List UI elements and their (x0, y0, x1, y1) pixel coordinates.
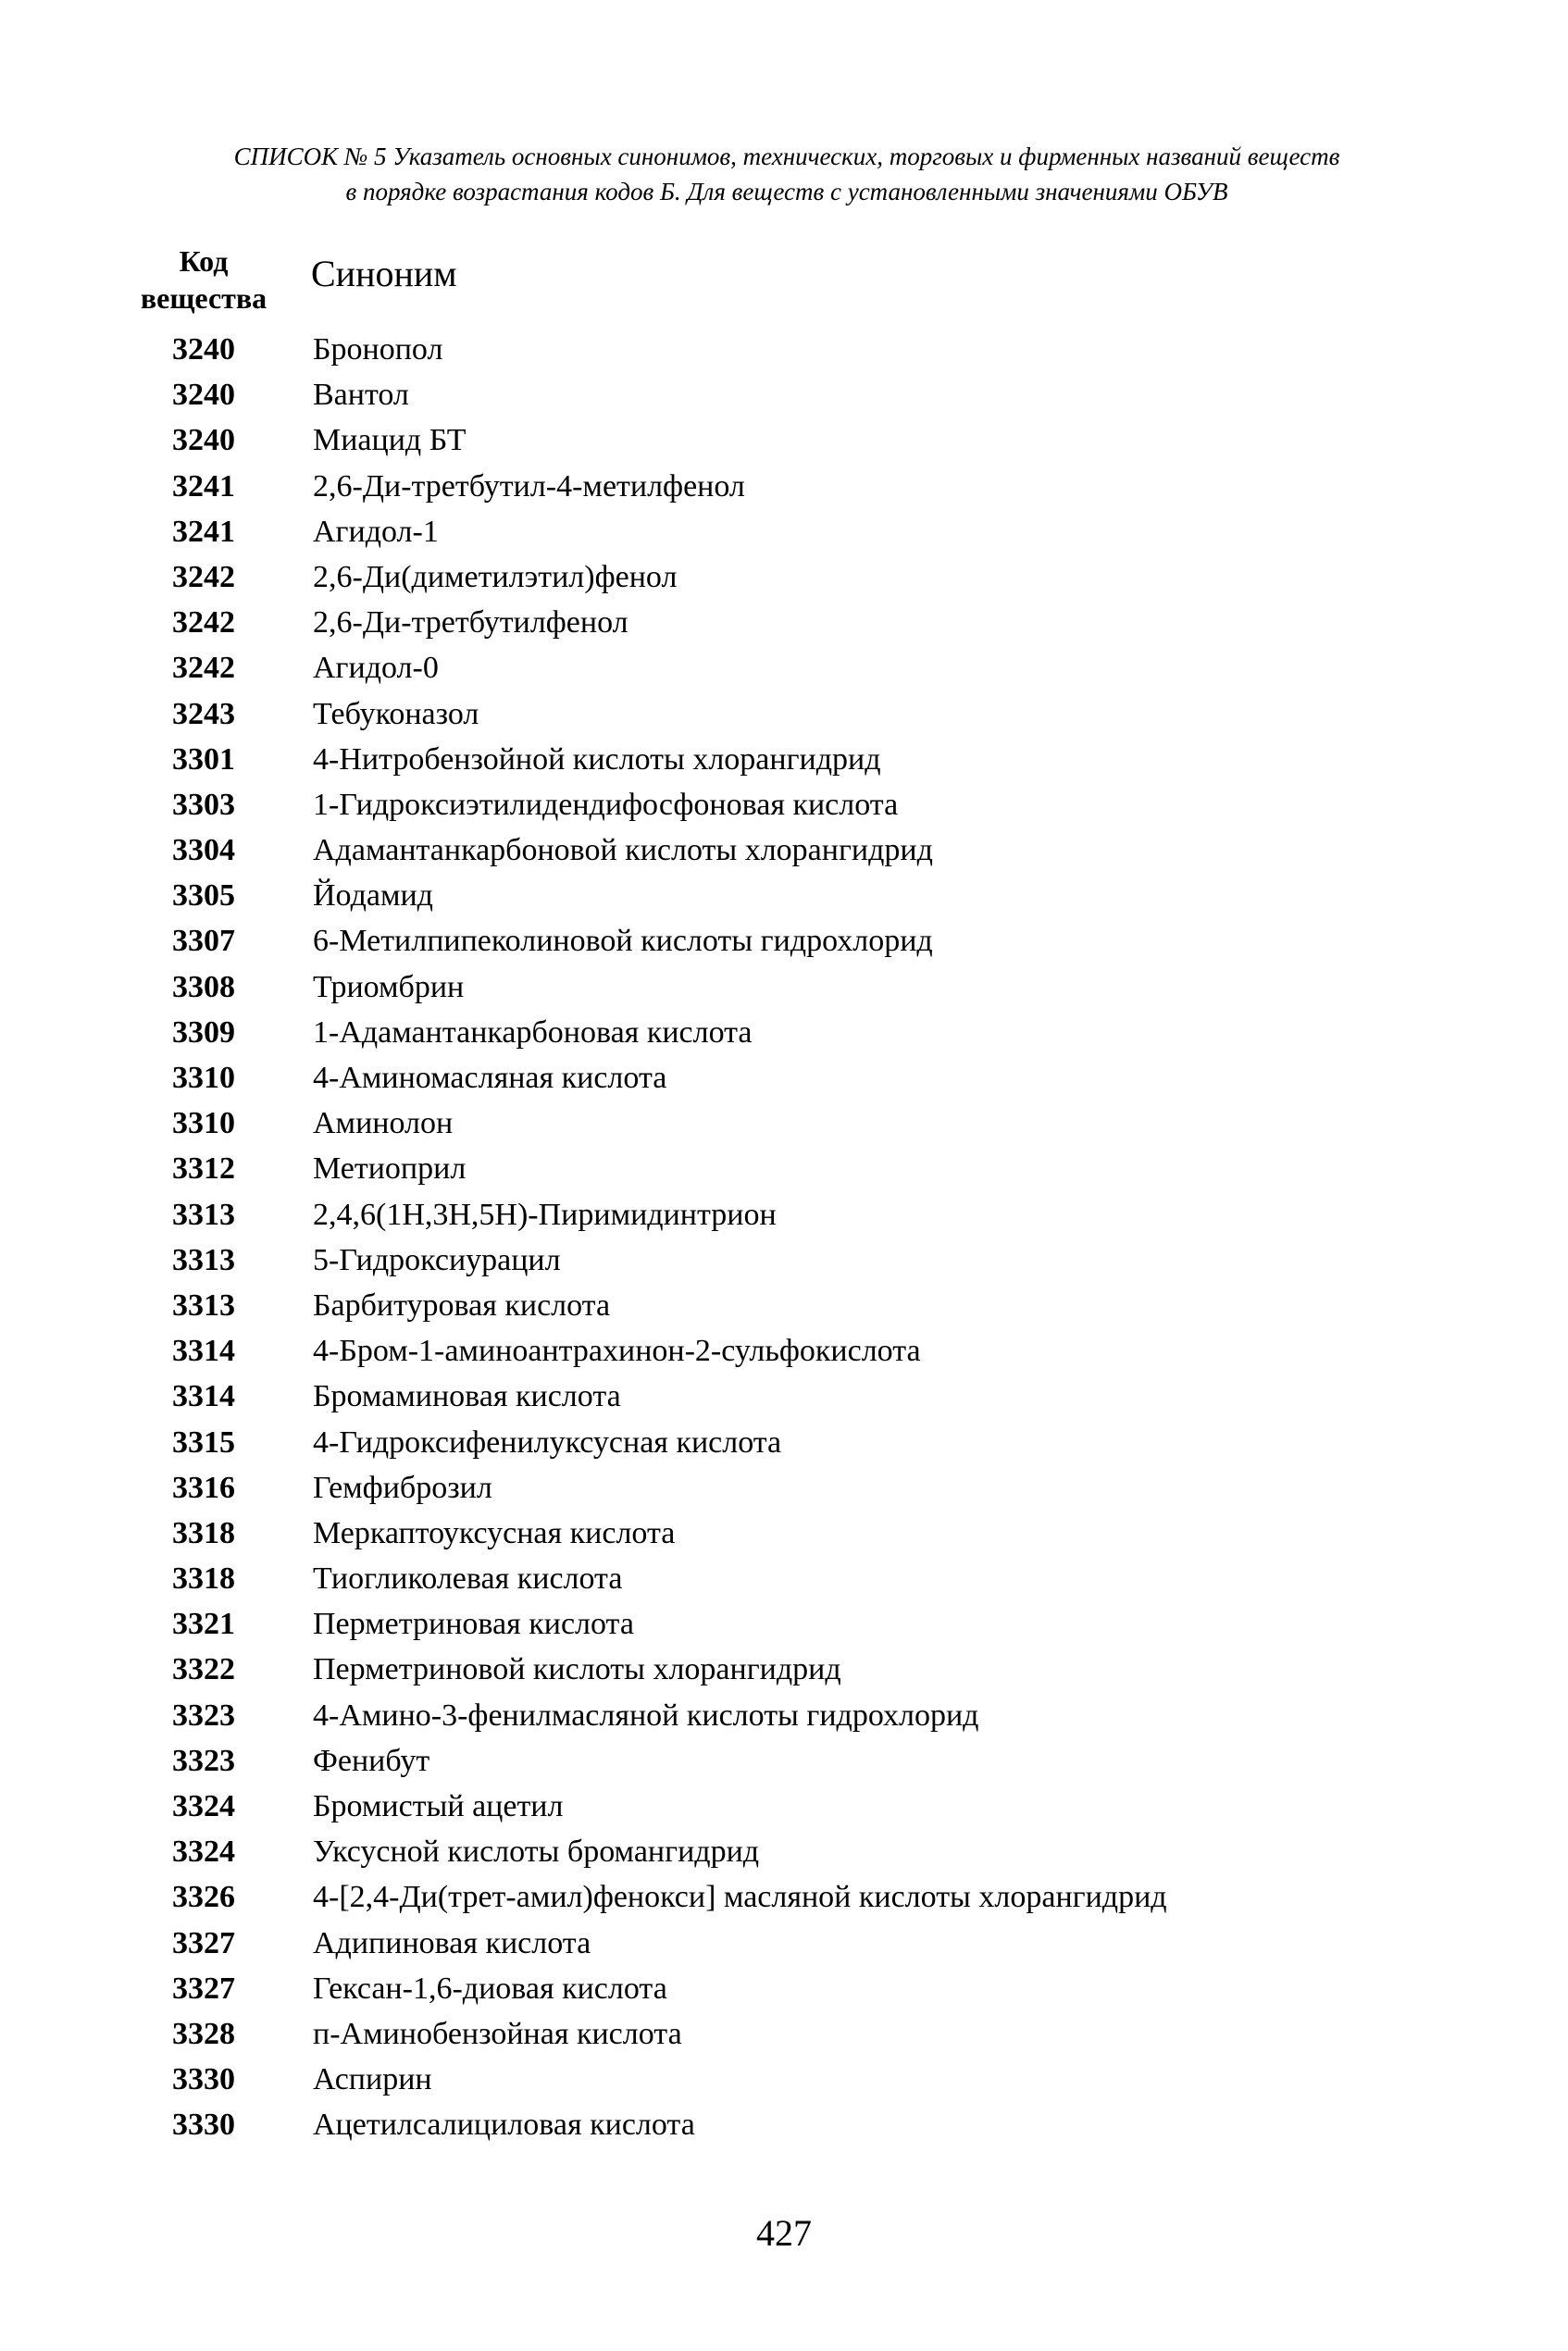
synonym-name: Агидол-0 (313, 651, 439, 686)
table-row (120, 2016, 1416, 2061)
table-row (120, 2061, 1416, 2107)
table-row (120, 1197, 1416, 1242)
synonym-name: Агидол-1 (313, 514, 439, 549)
code-header-line-2: вещества (140, 281, 268, 315)
synonym-name: Йодамид (313, 878, 433, 914)
synonym-name: Метиоприл (313, 1151, 467, 1187)
table-row (120, 650, 1416, 695)
synonym-name: 2,6-Ди(диметилэтил)фенол (313, 559, 678, 594)
synonym-name: Гемфиброзил (313, 1470, 492, 1505)
table-row (120, 1378, 1416, 1424)
table-row (120, 741, 1416, 787)
substance-code: 3240 (172, 378, 235, 413)
table-row (120, 1743, 1416, 1788)
substance-code: 3242 (172, 651, 235, 686)
synonym-name: 5-Гидроксиурацил (313, 1242, 561, 1277)
substance-code: 3303 (172, 787, 235, 822)
table-row (120, 877, 1416, 923)
substance-code: 3318 (172, 1515, 235, 1550)
substance-code: 3242 (172, 605, 235, 641)
substance-code: 3324 (172, 1835, 235, 1870)
table-row (120, 1333, 1416, 1378)
table-row (120, 1060, 1416, 1105)
table-row (120, 1834, 1416, 1879)
synonym-name: Аминолон (313, 1106, 454, 1141)
table-row (120, 1698, 1416, 1743)
substance-code: 3324 (172, 1789, 235, 1823)
synonym-name: Миацид БТ (313, 423, 467, 458)
table-row (120, 1470, 1416, 1515)
table-row (120, 604, 1416, 650)
substance-code: 3312 (172, 1151, 235, 1187)
table-row (120, 923, 1416, 968)
table-row (120, 696, 1416, 741)
substance-code: 3326 (172, 1880, 235, 1915)
synonym-name: Бромистый ацетил (313, 1789, 564, 1823)
table-row (120, 2107, 1416, 2152)
table-row (120, 1105, 1416, 1151)
table-row (120, 331, 1416, 377)
synonym-name: 2,6-Ди-третбутил-4-метилфенол (313, 468, 745, 504)
substance-code: 3301 (172, 741, 235, 777)
substance-code: 3313 (172, 1287, 235, 1323)
substance-code: 3316 (172, 1470, 235, 1505)
substance-code: 3240 (172, 332, 235, 367)
table-row (120, 1971, 1416, 2016)
substance-code: 3330 (172, 2062, 235, 2097)
table-row (120, 377, 1416, 422)
substance-code: 3242 (172, 559, 235, 594)
table-row (120, 1561, 1416, 1606)
substance-code: 3330 (172, 2108, 235, 2143)
synonym-name: Тиогликолевая кислота (313, 1561, 623, 1597)
table-row (120, 468, 1416, 514)
substance-code: 3309 (172, 1014, 235, 1050)
synonym-name: Адамантанкарбоновой кислоты хлорангидрид (313, 833, 933, 868)
synonym-name: 6-Метилпипеколиновой кислоты гидрохлорид (313, 924, 933, 959)
table-row (120, 1287, 1416, 1333)
table-row (120, 559, 1416, 604)
table-header (120, 243, 1416, 318)
synonym-name: Барбитуровая кислота (313, 1287, 611, 1323)
synonym-name: Аспирин (313, 2062, 432, 2097)
substance-code: 3313 (172, 1197, 235, 1232)
table-row (120, 514, 1416, 559)
substance-code: 3241 (172, 514, 235, 549)
table-row (120, 969, 1416, 1014)
synonym-name: Бронопол (313, 332, 443, 367)
substance-code: 3307 (172, 924, 235, 959)
table-row (120, 1925, 1416, 1971)
substance-code: 3314 (172, 1379, 235, 1414)
code-column-header (120, 243, 287, 317)
table-row (120, 832, 1416, 877)
table-row (120, 1242, 1416, 1287)
synonym-name: 4-Амино-3-фенилмасляной кислоты гидрохлорид (313, 1698, 979, 1733)
synonym-name: Ацетилсалициловая кислота (313, 2108, 695, 2143)
table-row (120, 1515, 1416, 1561)
table-row (120, 1879, 1416, 1924)
substance-code: 3328 (172, 2016, 235, 2051)
substance-code: 3318 (172, 1561, 235, 1597)
substance-code: 3304 (172, 833, 235, 868)
substance-code: 3327 (172, 1971, 235, 2006)
substance-code: 3313 (172, 1242, 235, 1277)
substance-code: 3240 (172, 423, 235, 458)
synonym-name: 1-Гидроксиэтилидендифосфоновая кислота (313, 787, 899, 822)
table-row (120, 787, 1416, 832)
substance-code: 3323 (172, 1698, 235, 1733)
table-row (120, 1651, 1416, 1697)
list-header (139, 139, 1435, 209)
synonym-column-header: Синоним (311, 253, 457, 294)
substance-code: 3314 (172, 1334, 235, 1369)
synonym-name: 1-Адамантанкарбоновая кислота (313, 1014, 753, 1050)
synonym-name: Перметриновой кислоты хлорангидрид (313, 1652, 841, 1687)
substance-code: 3308 (172, 969, 235, 1004)
page-number: 427 (756, 2212, 812, 2254)
synonym-name: 4-Аминомасляная кислота (313, 1061, 667, 1095)
synonym-name: Перметриновая кислота (313, 1607, 634, 1642)
substance-code: 3310 (172, 1061, 235, 1095)
substance-code: 3243 (172, 696, 235, 731)
header-line-1: СПИСОК № 5 Указатель основных синонимов, технических, торговых и фирменных названий веществ (233, 143, 1340, 170)
synonym-name: 4-Бром-1-аминоантрахинон-2-сульфокислота (313, 1334, 921, 1369)
synonym-name: 4-Гидроксифенилуксусная кислота (313, 1424, 782, 1460)
synonym-table (120, 243, 1416, 2143)
table-row (120, 1151, 1416, 1196)
table-row (120, 1424, 1416, 1470)
synonym-name: Триомбрин (313, 969, 465, 1004)
header-line-2: в порядке возрастания кодов Б. Для веществ с установленными значениями ОБУВ (345, 178, 1228, 205)
synonym-name: 4-[2,4-Ди(трет-амил)фенокси] масляной кислоты хлорангидрид (313, 1880, 1167, 1915)
synonym-name: Фенибут (313, 1743, 430, 1778)
substance-code: 3327 (172, 1925, 235, 1960)
synonym-name: п-Аминобензойная кислота (313, 2016, 682, 2051)
synonym-name: Вантол (313, 378, 409, 413)
substance-code: 3315 (172, 1424, 235, 1460)
synonym-name: Адипиновая кислота (313, 1925, 591, 1960)
table-body (120, 331, 1416, 2153)
synonym-name: Меркаптоуксусная кислота (313, 1515, 676, 1550)
substance-code: 3321 (172, 1607, 235, 1642)
synonym-name: Уксусной кислоты бромангидрид (313, 1835, 760, 1870)
synonym-name: 2,4,6(1Н,3Н,5Н)-Пиримидинтрион (313, 1197, 777, 1232)
synonym-name: Гексан-1,6-диовая кислота (313, 1971, 667, 2006)
code-header-line-1: Код (179, 244, 229, 278)
synonym-name: 4-Нитробензойной кислоты хлорангидрид (313, 741, 881, 777)
substance-code: 3310 (172, 1106, 235, 1141)
synonym-name: Тебуконазол (313, 696, 479, 731)
synonym-name: 2,6-Ди-третбутилфенол (313, 605, 628, 641)
substance-code: 3322 (172, 1652, 235, 1687)
table-row (120, 1014, 1416, 1060)
substance-code: 3323 (172, 1743, 235, 1778)
substance-code: 3305 (172, 878, 235, 914)
synonym-name: Бромаминовая кислота (313, 1379, 621, 1414)
table-row (120, 1788, 1416, 1834)
table-row (120, 1606, 1416, 1651)
substance-code: 3241 (172, 468, 235, 504)
table-row (120, 422, 1416, 467)
